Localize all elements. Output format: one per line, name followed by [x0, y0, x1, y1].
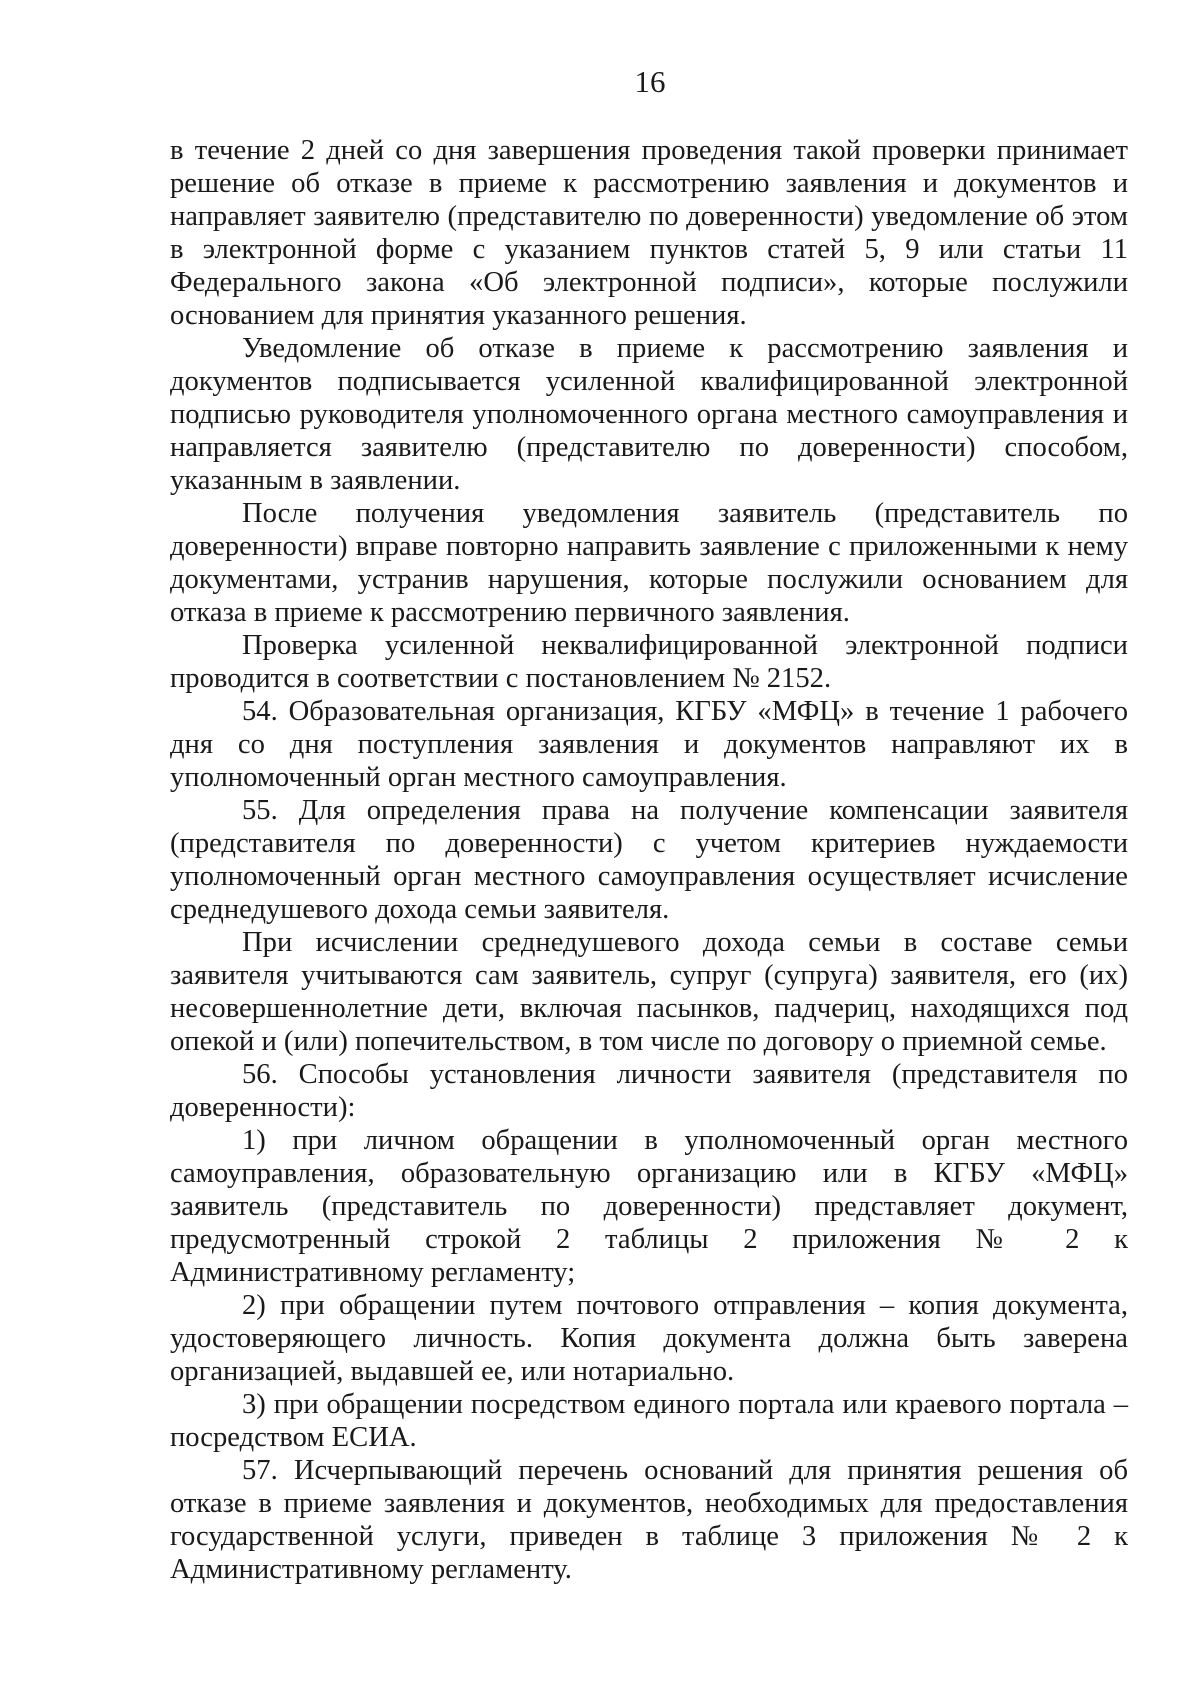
document-body: [170, 134, 1128, 1586]
paragraph-notice-signature: Уведомление об отказе в приеме к рассмотрению заявления и документов подписывается усиленной квалифицированной электронной подписью руководителя уполномоченного органа местного самоуправления и направляется заявителю (представителю по доверенности) способом, указанным в заявлении.: [170, 333, 1128, 496]
paragraph-subitem-3: 3) при обращении посредством единого портала или краевого портала – посредством ЕСИА.: [170, 1389, 1128, 1453]
paragraph-subitem-2: 2) при обращении путем почтового отправления – копия документа, удостоверяющего личность. Копия документа должна быть заверена организацией, выдавшей ее, или нотариально.: [170, 1290, 1128, 1387]
paragraph-item-54: 54. Образовательная организация, КГБУ «МФЦ» в течение 1 рабочего дня со дня поступления заявления и документов направляют их в уполномоченный орган местного самоуправления.: [170, 696, 1128, 793]
paragraph-continuation: в течение 2 дней со дня завершения проведения такой проверки принимает решение об отказе в приеме к рассмотрению заявления и документов и направляет заявителю (представителю по доверенности) уведомление об этом в электронной форме с указанием пунктов статей 5, 9 или статьи 11 Федерального закона «Об электронной подписи», которые послужили основанием для принятия указанного решения.: [170, 135, 1128, 331]
paragraph-item-57: 57. Исчерпывающий перечень оснований для принятия решения об отказе в приеме заявления и документов, необходимых для предоставления государственной услуги, приведен в таблице 3 приложения № 2 к Административному регламенту.: [170, 1455, 1128, 1585]
paragraph-item-55: 55. Для определения права на получение компенсации заявителя (представителя по доверенности) с учетом критериев нуждаемости уполномоченный орган местного самоуправления осуществляет исчисление среднедушевого дохода семьи заявителя.: [170, 795, 1128, 925]
page-number: 16: [634, 64, 666, 99]
paragraph-income-calculation: При исчислении среднедушевого дохода семьи в составе семьи заявителя учитываются сам заявитель, супруг (супруга) заявителя, его (их) несовершеннолетние дети, включая пасынков, падчериц, находящихся под опекой и (или) попечительством, в том числе по договору о приемной семье.: [170, 927, 1128, 1057]
paragraph-subitem-1: 1) при личном обращении в уполномоченный орган местного самоуправления, образовательную организацию или в КГБУ «МФЦ» заявитель (представитель по доверенности) представляет документ, предусмотренный строкой 2 таблицы 2 приложения № 2 к Административному регламенту;: [170, 1125, 1128, 1288]
paragraph-item-56: 56. Способы установления личности заявителя (представителя по доверенности):: [170, 1059, 1128, 1123]
paragraph-signature-check: Проверка усиленной неквалифицированной электронной подписи проводится в соответствии с постановлением № 2152.: [170, 630, 1128, 694]
paragraph-resubmission: После получения уведомления заявитель (представитель по доверенности) вправе повторно направить заявление с приложенными к нему документами, устранив нарушения, которые послужили основанием для отказа в приеме к рассмотрению первичного заявления.: [170, 498, 1128, 628]
